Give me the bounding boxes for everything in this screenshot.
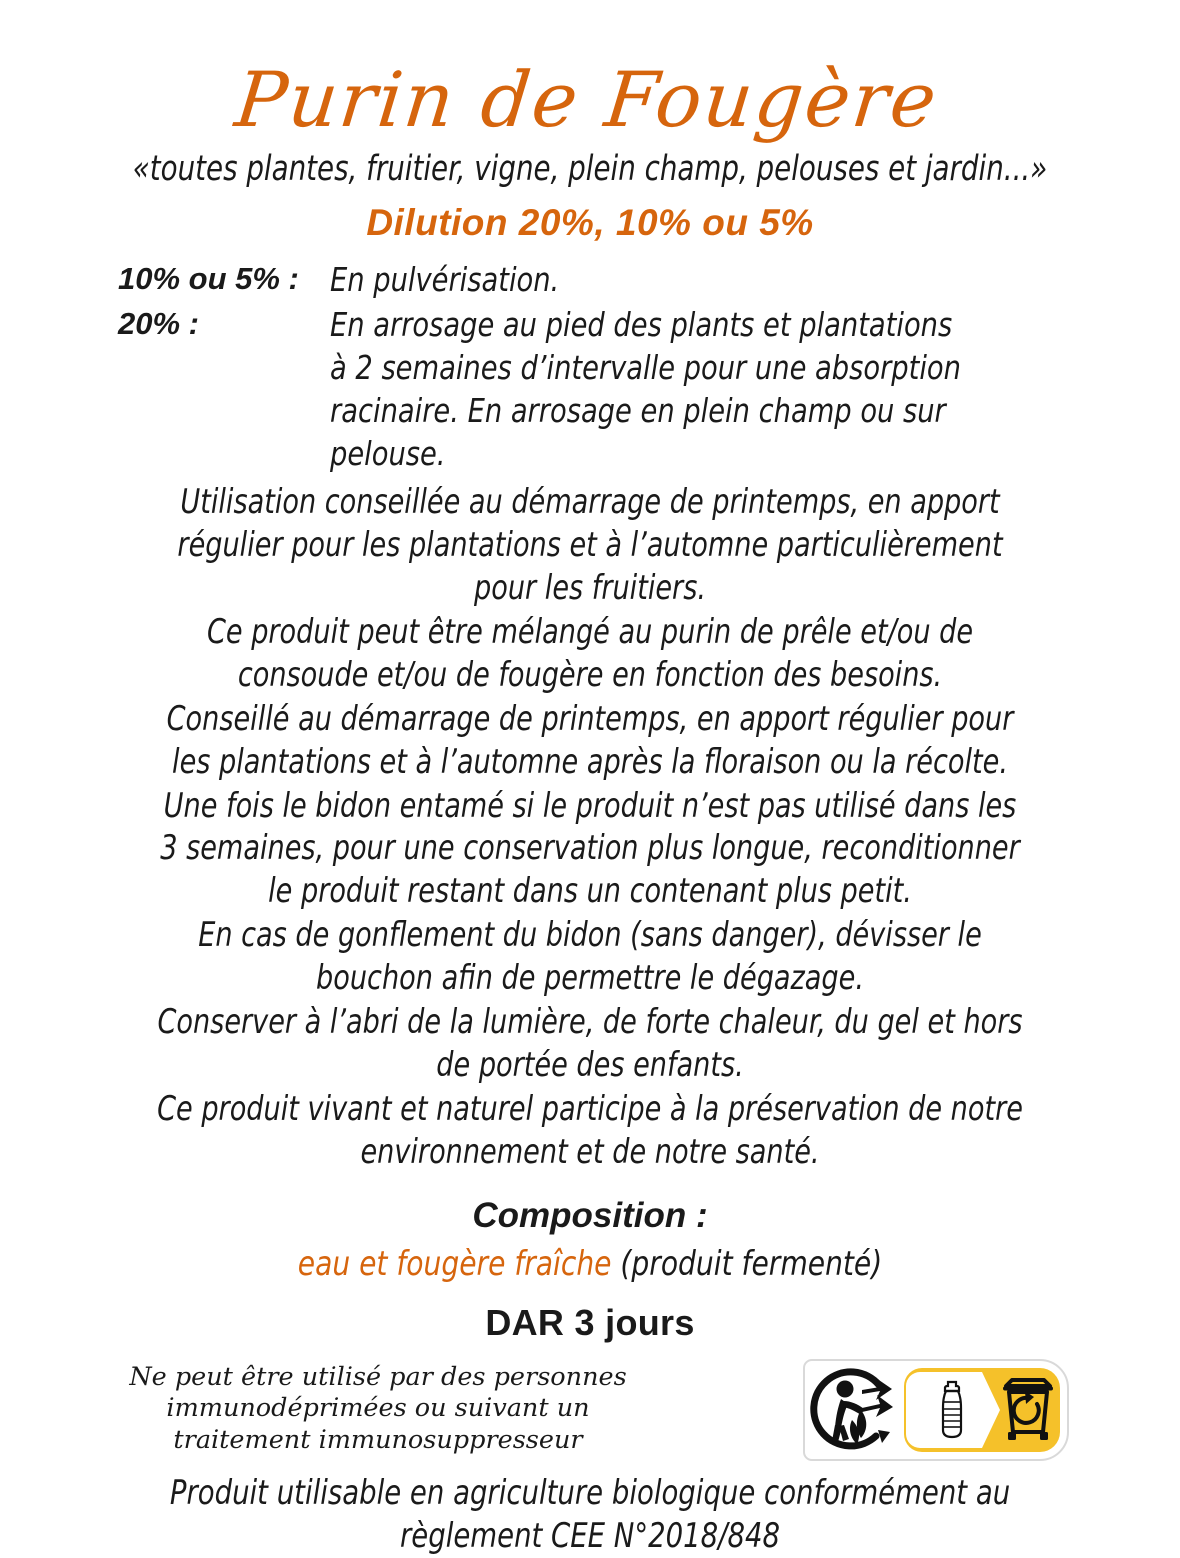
triman-info-tri-logo <box>802 1358 1070 1462</box>
dar-value: DAR 3 jours <box>485 1301 695 1343</box>
warning-line: traitement immunosuppresseur <box>173 1424 583 1455</box>
composition-note: (produit fermenté) <box>620 1243 883 1284</box>
dilution-heading: Dilution 20%, 10% ou 5% <box>366 202 814 243</box>
instruction-paragraph: Utilisation conseillée au démarrage de printemps, en apport régulier pour les plantations et à l’automne particulièrement pour les fruitiers. <box>177 482 1003 608</box>
composition-ingredients-line <box>47 1244 1133 1285</box>
instruction-paragraph: Conseillé au démarrage de printemps, en apport régulier pour les plantations et à l’automne après la floraison ou la récolte. <box>166 698 1014 781</box>
dosage-table <box>0 259 1180 475</box>
instruction-paragraph: Ce produit peut être mélangé au purin de prêle et/ou de consoude et/ou de fougère en fonction des besoins. <box>206 612 974 694</box>
instruction-paragraph: Conserver à l’abri de la lumière, de forte chaleur, du gel et hors de portée des enfants. <box>157 1001 1023 1084</box>
dosage-key: 20% : <box>118 305 199 341</box>
instruction-paragraph: En cas de gonflement du bidon (sans danger), dévisser le bouchon afin de permettre le dégazage. <box>198 915 982 998</box>
dosage-key: 10% ou 5% : <box>118 261 299 296</box>
immunosuppression-warning <box>118 1358 638 1455</box>
instruction-paragraph: Ce produit vivant et naturel participe à la préservation de notre environnement et de notre santé. <box>157 1088 1023 1171</box>
dosage-row <box>118 304 1180 476</box>
dosage-row <box>118 259 1180 302</box>
dosage-value: En pulvérisation. <box>330 260 560 299</box>
warning-line: immunodéprimées ou suivant un <box>166 1393 590 1424</box>
bottom-row <box>0 1358 1180 1462</box>
page-title: Purin de Fougère <box>231 55 943 144</box>
instructions-block <box>0 481 1180 1173</box>
composition-ingredients: eau et fougère fraîche <box>297 1243 612 1284</box>
regulation-line: règlement CEE N°2018/848 <box>399 1516 781 1557</box>
regulation-line: Produit utilisable en agriculture biologique conformément au <box>169 1473 1011 1514</box>
warning-line: Ne peut être utilisé par des personnes <box>129 1362 627 1393</box>
instruction-paragraph: Une fois le bidon entamé si le produit n’est pas utilisé dans les 3 semaines, pour une conservation plus longue, reconditionner le produit restant dans un contenant plus petit. <box>160 785 1020 911</box>
info-tri-badge <box>904 1368 1060 1452</box>
composition-heading: Composition : <box>472 1196 708 1236</box>
organic-regulation-text <box>59 1472 1121 1558</box>
dosage-value: En arrosage au pied des plants et plantations à 2 semaines d’intervalle pour une absorption racinaire. En arrosage en plein champ ou sur pelouse. <box>330 304 961 473</box>
product-subtitle: «toutes plantes, fruitier, vigne, plein champ, pelouses et jardin...» <box>132 149 1048 189</box>
